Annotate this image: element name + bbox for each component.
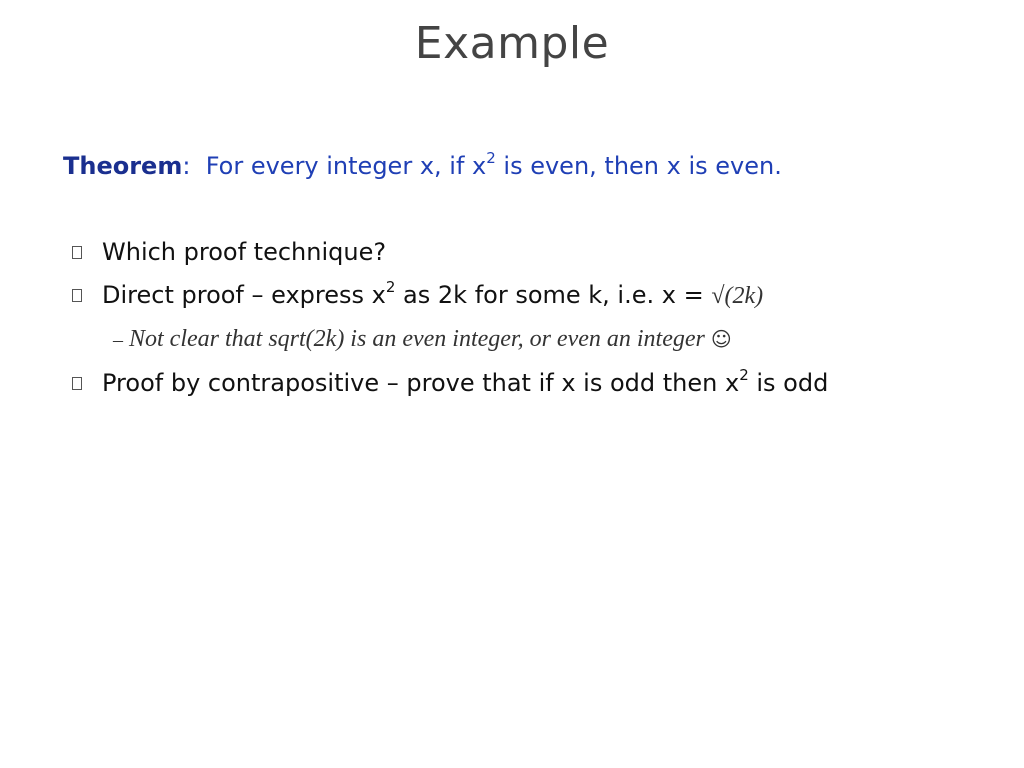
bullet-exponent: 2 [739,366,749,384]
bullet-marker-icon [72,289,82,302]
theorem-colon: : [182,152,191,180]
sub-bullet-text: Not clear that sqrt(2k) is an even integer, or even an integer [129,326,711,352]
sub-bullet-item [113,326,732,353]
bullet-item-1 [72,238,386,266]
theorem-label: Theorem [63,152,183,180]
theorem-exponent: 2 [486,149,496,167]
bullet-text [102,366,829,397]
bullet-text-after: is odd [748,369,829,397]
smiley-icon: ☺ [710,327,732,351]
sqrt-expression: √(2k) [711,283,764,309]
theorem-text-before: For every integer x, if x [205,152,487,180]
bullet-text: Which proof technique? [102,238,387,266]
theorem-statement [63,149,782,180]
slide-title: Example [414,18,610,69]
bullet-text-before: Direct proof – express x [102,281,386,309]
bullet-text-middle: as 2k for some k, i.e. x = [395,281,712,309]
bullet-item-2 [72,278,764,310]
bullet-exponent: 2 [385,278,396,296]
bullet-text-before: Proof by contrapositive – prove that if x is odd then x [102,369,740,397]
bullet-marker-icon [72,377,82,390]
bullet-text [102,278,764,310]
bullet-marker-icon [72,246,82,259]
bullet-item-3 [72,366,829,397]
sub-bullet-dash: – [113,329,123,351]
theorem-text-after: is even, then x is even. [495,152,782,180]
